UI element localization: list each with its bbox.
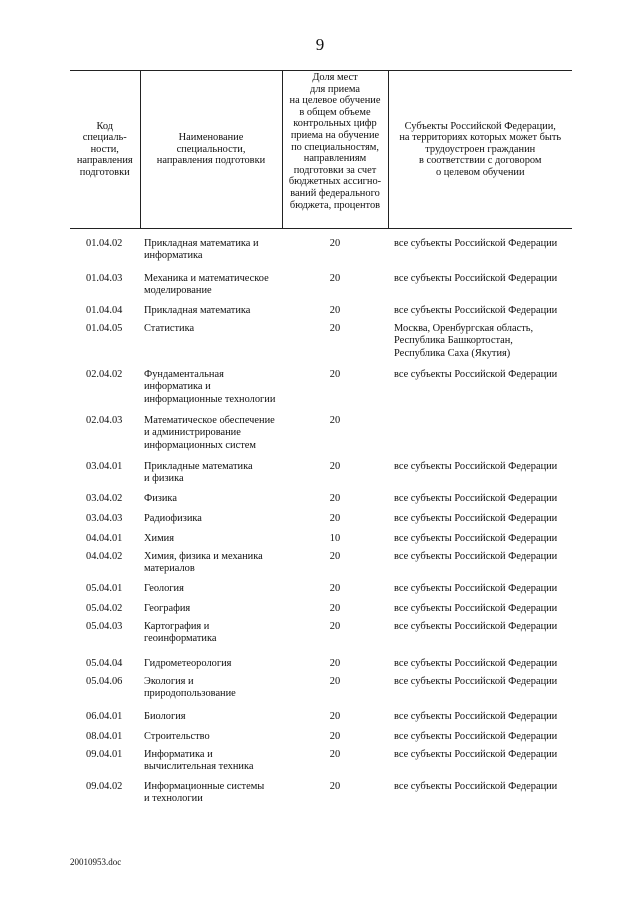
row-code: 05.04.01 — [86, 583, 123, 594]
row-regions: все субъекты Российской Федерации — [394, 551, 558, 562]
row-share: 20 — [329, 731, 341, 742]
row-regions: все субъекты Российской Федерации — [394, 493, 558, 504]
row-share: 20 — [329, 513, 341, 524]
row-name: Экология и природопользование — [144, 676, 236, 700]
row-share: 20 — [329, 415, 341, 426]
row-name: Строительство — [144, 731, 210, 742]
row-regions: все субъекты Российской Федерации — [394, 533, 558, 544]
table-row — [70, 658, 572, 676]
row-code: 09.04.01 — [86, 749, 123, 760]
row-share: 20 — [329, 658, 341, 669]
row-name: Прикладная математика — [144, 305, 251, 316]
table-row — [70, 711, 572, 731]
row-regions: все субъекты Российской Федерации — [394, 731, 558, 742]
table-row — [70, 676, 572, 711]
row-share: 20 — [329, 323, 341, 334]
row-share: 20 — [329, 273, 341, 284]
row-name: Фундаментальная информатика и информационные технологии — [144, 369, 276, 405]
row-name: Информатика и вычислительная техника — [144, 749, 254, 773]
row-regions: все субъекты Российской Федерации — [394, 305, 558, 316]
row-regions: все субъекты Российской Федерации — [394, 238, 558, 249]
row-name: Картография и геоинформатика — [144, 621, 217, 645]
table-row — [70, 415, 572, 461]
row-regions: все субъекты Российской Федерации — [394, 603, 558, 614]
row-regions: все субъекты Российской Федерации — [394, 676, 558, 687]
table-row — [70, 323, 572, 369]
header-regions: Субъекты Российской Федерации, на территориях которых может быть трудоустроен гражданин в соответствии с договором о целевом обучении — [388, 71, 572, 229]
row-code: 01.04.02 — [86, 238, 123, 249]
row-share: 20 — [329, 749, 341, 760]
row-share: 20 — [329, 621, 341, 632]
row-name: Механика и математическое моделирование — [144, 273, 269, 297]
row-regions: все субъекты Российской Федерации — [394, 749, 558, 760]
row-code: 06.04.01 — [86, 711, 123, 722]
table-row — [70, 731, 572, 749]
table-row — [70, 551, 572, 583]
row-name: Прикладные математика и физика — [144, 461, 253, 485]
page-number: 9 — [315, 35, 325, 54]
row-code: 04.04.02 — [86, 551, 123, 562]
row-share: 20 — [329, 711, 341, 722]
row-name: Биология — [144, 711, 186, 722]
row-regions: все субъекты Российской Федерации — [394, 658, 558, 669]
row-regions: все субъекты Российской Федерации — [394, 461, 558, 472]
row-code: 09.04.02 — [86, 781, 123, 792]
row-code: 01.04.03 — [86, 273, 123, 284]
row-code: 02.04.02 — [86, 369, 123, 380]
table-row — [70, 493, 572, 513]
header-name: Наименование специальности, направления подготовки — [140, 71, 282, 229]
row-code: 05.04.03 — [86, 621, 123, 632]
header-code: Код специаль- ности, направления подготовки — [70, 71, 140, 229]
row-share: 20 — [329, 369, 341, 380]
row-share: 20 — [329, 781, 341, 792]
table-row — [70, 238, 572, 273]
row-share: 20 — [329, 493, 341, 504]
row-regions: все субъекты Российской Федерации — [394, 781, 558, 792]
row-regions: все субъекты Российской Федерации — [394, 583, 558, 594]
table-row — [70, 305, 572, 323]
specialties-table — [70, 238, 572, 811]
row-regions: все субъекты Российской Федерации — [394, 273, 558, 284]
row-share: 20 — [329, 551, 341, 562]
header-share: Доля мест для приема на целевое обучение в общем объеме контрольных цифр приема на обучение по специальностям, направлениям подготовки за счет бюджетных ассигно- ваний федерального бюджета, процентов — [282, 71, 388, 229]
row-name: Химия, физика и механика материалов — [144, 551, 263, 575]
row-regions: Москва, Оренбургская область, Республика Башкортостан, Республика Саха (Якутия) — [394, 323, 534, 359]
table-row — [70, 603, 572, 621]
row-regions: все субъекты Российской Федерации — [394, 621, 558, 632]
table-row — [70, 533, 572, 551]
row-name: Статистика — [144, 323, 195, 334]
row-code: 05.04.06 — [86, 676, 123, 687]
row-code: 02.04.03 — [86, 415, 123, 426]
table-row — [70, 513, 572, 533]
row-regions: все субъекты Российской Федерации — [394, 711, 558, 722]
table-row — [70, 273, 572, 305]
row-code: 03.04.02 — [86, 493, 123, 504]
row-name: Радиофизика — [144, 513, 202, 524]
row-name: Математическое обеспечение и администрирование информационных систем — [144, 415, 275, 451]
row-code: 05.04.02 — [86, 603, 123, 614]
row-share: 20 — [329, 305, 341, 316]
row-name: Физика — [144, 493, 177, 504]
row-share: 20 — [329, 676, 341, 687]
row-code: 01.04.05 — [86, 323, 123, 334]
row-regions: все субъекты Российской Федерации — [394, 513, 558, 524]
row-name: Химия — [144, 533, 174, 544]
row-name: Прикладная математика и информатика — [144, 238, 259, 262]
row-name: Информационные системы и технологии — [144, 781, 265, 805]
table-row — [70, 369, 572, 415]
row-name: Гидрометеорология — [144, 658, 232, 669]
table-header — [70, 70, 572, 229]
table-row — [70, 461, 572, 493]
row-regions: все субъекты Российской Федерации — [394, 369, 558, 380]
row-name: География — [144, 603, 191, 614]
table-row — [70, 621, 572, 658]
row-share: 20 — [329, 603, 341, 614]
row-code: 08.04.01 — [86, 731, 123, 742]
row-regions — [388, 415, 572, 461]
table-row — [70, 583, 572, 603]
row-code: 04.04.01 — [86, 533, 123, 544]
row-code: 01.04.04 — [86, 305, 123, 316]
row-share: 20 — [329, 461, 341, 472]
row-share: 20 — [329, 583, 341, 594]
table-row — [70, 781, 572, 811]
row-share: 10 — [329, 533, 341, 544]
table-row — [70, 749, 572, 781]
row-code: 03.04.01 — [86, 461, 123, 472]
row-name: Геология — [144, 583, 184, 594]
row-code: 03.04.03 — [86, 513, 123, 524]
row-code: 05.04.04 — [86, 658, 123, 669]
footer-filename: 20010953.doc — [70, 857, 122, 867]
row-share: 20 — [329, 238, 341, 249]
